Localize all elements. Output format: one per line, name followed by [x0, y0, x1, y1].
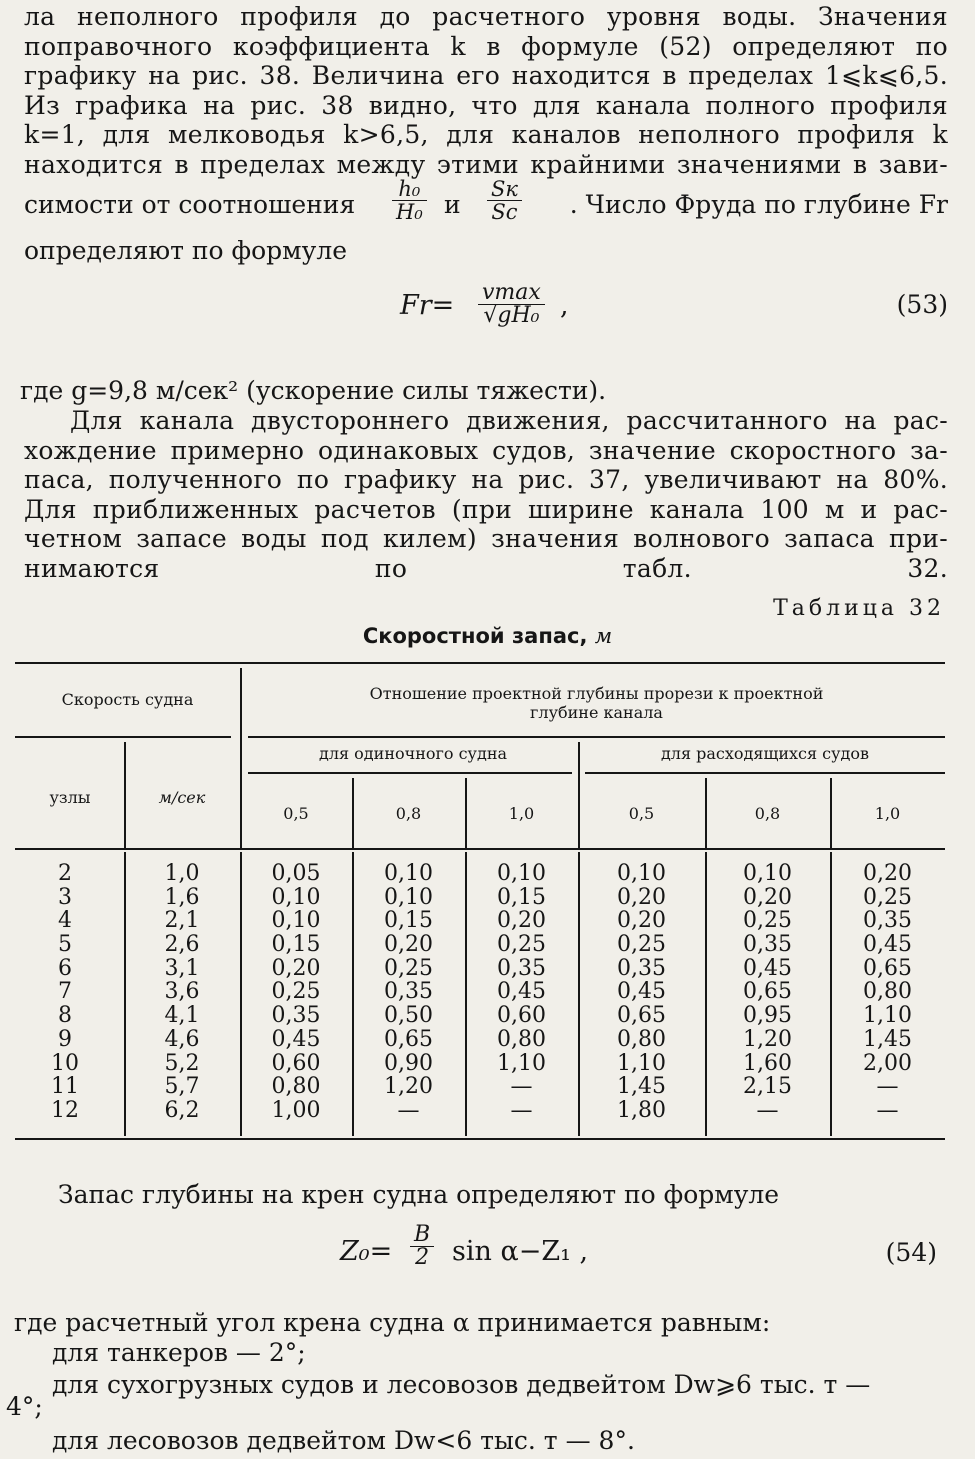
fraction-denominator: Sc [491, 200, 518, 224]
table-cell: 0,50 [384, 1003, 433, 1029]
table-cell: 0,20 [743, 884, 792, 910]
table-cell: 0,15 [271, 932, 321, 958]
table-label: Таблица 32 [773, 596, 945, 621]
table-cell: 0,35 [497, 955, 546, 981]
table-top-rule [15, 662, 945, 664]
fraction-numerator: Sк [487, 178, 522, 201]
table-cell: 0,45 [617, 979, 666, 1005]
tankers-line: для танкеров — 2°; [52, 1338, 306, 1367]
table-cell: — [510, 1074, 533, 1100]
intro-paragraph [24, 2, 948, 180]
table-cell: 1,00 [271, 1097, 321, 1123]
table-cell: 0,25 [863, 884, 912, 910]
table-cell: 0,65 [384, 1026, 433, 1052]
ratio-prefix: симости от соотношения [24, 190, 356, 219]
table-cell: 0,35 [863, 908, 912, 934]
table-cell: 0,25 [743, 908, 792, 934]
text-line: поправочного коэффициента k в формуле (52) определяют по [24, 31, 948, 61]
header-ratio-value: 0,5 [283, 804, 309, 823]
table-cell: 2,15 [743, 1074, 792, 1100]
table-cell: 0,45 [271, 1026, 321, 1052]
table-cell: 0,60 [497, 1003, 546, 1029]
table-cell: 0,20 [617, 908, 666, 934]
header-ratio-value: 1,0 [508, 804, 535, 823]
fraction-numerator: h₀ [392, 178, 427, 201]
table-cell: 0,95 [743, 1003, 792, 1029]
table-cell: 0,20 [384, 932, 433, 958]
table-cell: 9 [58, 1026, 72, 1052]
table-cell: — [756, 1097, 779, 1123]
table-cell: 10 [51, 1050, 79, 1076]
table-cell: 0,35 [617, 955, 666, 981]
table-cell: 3,6 [164, 979, 200, 1005]
table-cell: 0,20 [863, 861, 912, 886]
header-ratio-line2: глубине канала [530, 703, 663, 722]
fraction-Sk-Sc [487, 178, 522, 223]
table-cell: 0,10 [497, 861, 546, 886]
table-cell: 4 [58, 908, 72, 934]
column-passing-05 [578, 862, 705, 1123]
column-single-05 [240, 862, 352, 1123]
table-title-text: Скоростной запас, [362, 624, 588, 648]
text-line: Для приближенных расчетов (при ширине канала 100 м и рас- [24, 494, 948, 524]
table-cell: 1,20 [384, 1074, 433, 1100]
rule [15, 736, 231, 738]
equation-54 [340, 1222, 600, 1284]
table-title [0, 624, 975, 648]
eq-lhs: Z₀= [340, 1236, 393, 1267]
header-ratio-value: 0,8 [754, 804, 781, 823]
table-cell: 0,20 [617, 884, 666, 910]
table-cell: 0,65 [863, 955, 912, 981]
dry-cargo-line: для сухогрузных судов и лесовозов дедвейтом Dw⩾6 тыс. т — [52, 1370, 871, 1399]
table-cell: 3 [58, 884, 72, 910]
table-cell: 0,80 [271, 1074, 321, 1100]
table-cell: 1,45 [863, 1026, 912, 1052]
fraction-denominator: √gH₀ [483, 303, 540, 328]
table-cell: 2,1 [164, 908, 200, 934]
fraction-h0-H0 [392, 178, 427, 223]
table-cell: 3,1 [164, 955, 200, 981]
eq-tail: , [560, 290, 569, 321]
table-cell: 0,10 [743, 861, 792, 886]
table-cell: 1,45 [617, 1074, 666, 1100]
table-cell: 0,60 [271, 1050, 321, 1076]
table-cell: 2,00 [863, 1050, 912, 1076]
rule [248, 736, 945, 738]
table-cell: 0,90 [384, 1050, 433, 1076]
table-cell: 2,6 [164, 932, 200, 958]
header-single-vessel: для одиночного судна [318, 744, 508, 763]
table-cell: 0,15 [384, 908, 433, 934]
text-line: ла неполного профиля до расчетного уровня воды. Значения [24, 2, 948, 31]
table-cell: 7 [58, 979, 72, 1005]
fraction-denominator: 2 [415, 1245, 430, 1270]
table-cell: 0,45 [497, 979, 546, 1005]
text-line: Из графика на рис. 38 видно, что для канала полного профиля [24, 90, 948, 120]
fraction-numerator: vmax [478, 282, 545, 305]
header-ratio-value: 1,0 [874, 804, 901, 823]
text-line: находится в пределах между этими крайними значениями в зави- [24, 149, 948, 179]
table-cell: 1,80 [617, 1097, 666, 1123]
table-cell: 0,65 [743, 979, 792, 1005]
header-passing-vessels: для расходящихся судов [660, 744, 870, 763]
table-cell: 1,10 [497, 1050, 546, 1076]
paragraph-two [24, 406, 948, 584]
eq-fraction [478, 282, 545, 327]
table-cell: 0,45 [863, 932, 912, 958]
equation-number: (54) [885, 1238, 937, 1267]
header-ratio-value: 0,8 [395, 804, 422, 823]
text-line: Для канала двустороннего движения, рассчитанного на рас- [70, 406, 948, 435]
fraction-numerator: B [410, 1224, 434, 1247]
table-cell: 5,2 [164, 1050, 200, 1076]
table-cell: 2 [58, 861, 72, 886]
table-cell: 0,25 [617, 932, 666, 958]
rule [578, 742, 580, 848]
table-cell: — [876, 1097, 899, 1123]
table-cell: 0,10 [384, 884, 433, 910]
table-cell: 12 [51, 1097, 79, 1123]
ratio-suffix: . Число Фруда по глубине Fr [569, 190, 948, 219]
column-passing-10 [830, 862, 945, 1123]
table-cell: — [876, 1074, 899, 1100]
text-line: четном запасе воды под килем) значения волнового запаса при- [24, 524, 948, 554]
header-ratio-line1: Отношение проектной глубины прорези к проектной [369, 684, 824, 703]
table-cell: 0,35 [743, 932, 792, 958]
table-cell: 0,65 [617, 1003, 666, 1029]
table-cell: 4,6 [164, 1026, 200, 1052]
eq-fraction [410, 1224, 434, 1269]
table-cell: 1,10 [863, 1003, 912, 1029]
rule [585, 772, 945, 774]
table-cell: 0,45 [743, 955, 792, 981]
header-ratio [248, 684, 945, 722]
table-cell: 0,80 [617, 1026, 666, 1052]
table-cell: 0,10 [271, 908, 321, 934]
table-cell: 1,10 [617, 1050, 666, 1076]
header-ms: м/сек [158, 788, 206, 807]
table-cell: 0,35 [271, 1003, 321, 1029]
table-cell: — [510, 1097, 533, 1123]
table-cell: 0,10 [384, 861, 433, 886]
dry-cargo-continuation: 4°; [6, 1392, 43, 1421]
table-cell: 0,35 [384, 979, 433, 1005]
equation-number: (53) [896, 290, 948, 319]
column-ms [124, 862, 240, 1123]
header-knots: узлы [49, 788, 91, 807]
table-cell: 0,10 [271, 884, 321, 910]
table-cell: 0,25 [497, 932, 546, 958]
table-cell: 11 [51, 1074, 79, 1100]
text-line: паса, полученного по графику на рис. 37, увеличивают на 80%. [24, 465, 948, 495]
table-cell: 6 [58, 955, 72, 981]
column-single-10 [465, 862, 578, 1123]
header-speed: Скорость судна [61, 690, 194, 709]
text-line: нимаются по табл. 32. [24, 553, 948, 583]
table-cell: 0,25 [271, 979, 321, 1005]
text-line: графику на рис. 38. Величина его находится в пределах 1⩽k⩽6,5. [24, 61, 948, 91]
column-single-08 [352, 862, 465, 1123]
fraction-denominator: H₀ [396, 200, 423, 224]
table-cell: 1,0 [164, 861, 200, 886]
ratio-line [24, 176, 948, 236]
table-bottom-rule [15, 1138, 945, 1140]
eq-lhs: Fr= [400, 290, 455, 321]
table-title-unit: м [594, 624, 613, 648]
table-cell: 5 [58, 932, 72, 958]
header-ratio-value: 0,5 [628, 804, 655, 823]
table-cell: 0,05 [271, 861, 321, 886]
table-cell: — [397, 1097, 420, 1123]
eq-rhs: sin α−Z₁ , [452, 1236, 589, 1267]
table-cell: 0,10 [617, 861, 666, 886]
angle-definition: где расчетный угол крена судна α принимается равным: [14, 1308, 771, 1337]
table-cell: 1,6 [164, 884, 200, 910]
text-line: хождение примерно одинаковых судов, значение скоростного за- [24, 435, 948, 465]
column-knots [15, 862, 115, 1123]
table-cell: 0,80 [497, 1026, 546, 1052]
column-passing-08 [705, 862, 830, 1123]
table-cell: 0,20 [497, 908, 546, 934]
table-cell: 0,25 [384, 955, 433, 981]
table-cell: 0,20 [271, 955, 321, 981]
g-definition: где g=9,8 м/сек² (ускорение силы тяжести). [20, 376, 607, 405]
table-cell: 4,1 [164, 1003, 200, 1029]
table-cell: 1,60 [743, 1050, 792, 1076]
table-cell: 0,80 [863, 979, 912, 1005]
rule [248, 772, 572, 774]
formula-intro: определяют по формуле [24, 236, 348, 265]
conjunction: и [444, 190, 461, 219]
table-cell: 6,2 [164, 1097, 200, 1123]
table-cell: 8 [58, 1003, 72, 1029]
header-bottom-rule [15, 848, 945, 850]
timber-line: для лесовозов дедвейтом Dw<6 тыс. т — 8°. [52, 1426, 635, 1455]
after-table-text: Запас глубины на крен судна определяют по формуле [58, 1180, 780, 1209]
table-cell: 5,7 [164, 1074, 200, 1100]
table-cell: 1,20 [743, 1026, 792, 1052]
table-cell: 0,15 [497, 884, 546, 910]
text-line: k=1, для мелководья k>6,5, для каналов неполного профиля k [24, 120, 948, 150]
